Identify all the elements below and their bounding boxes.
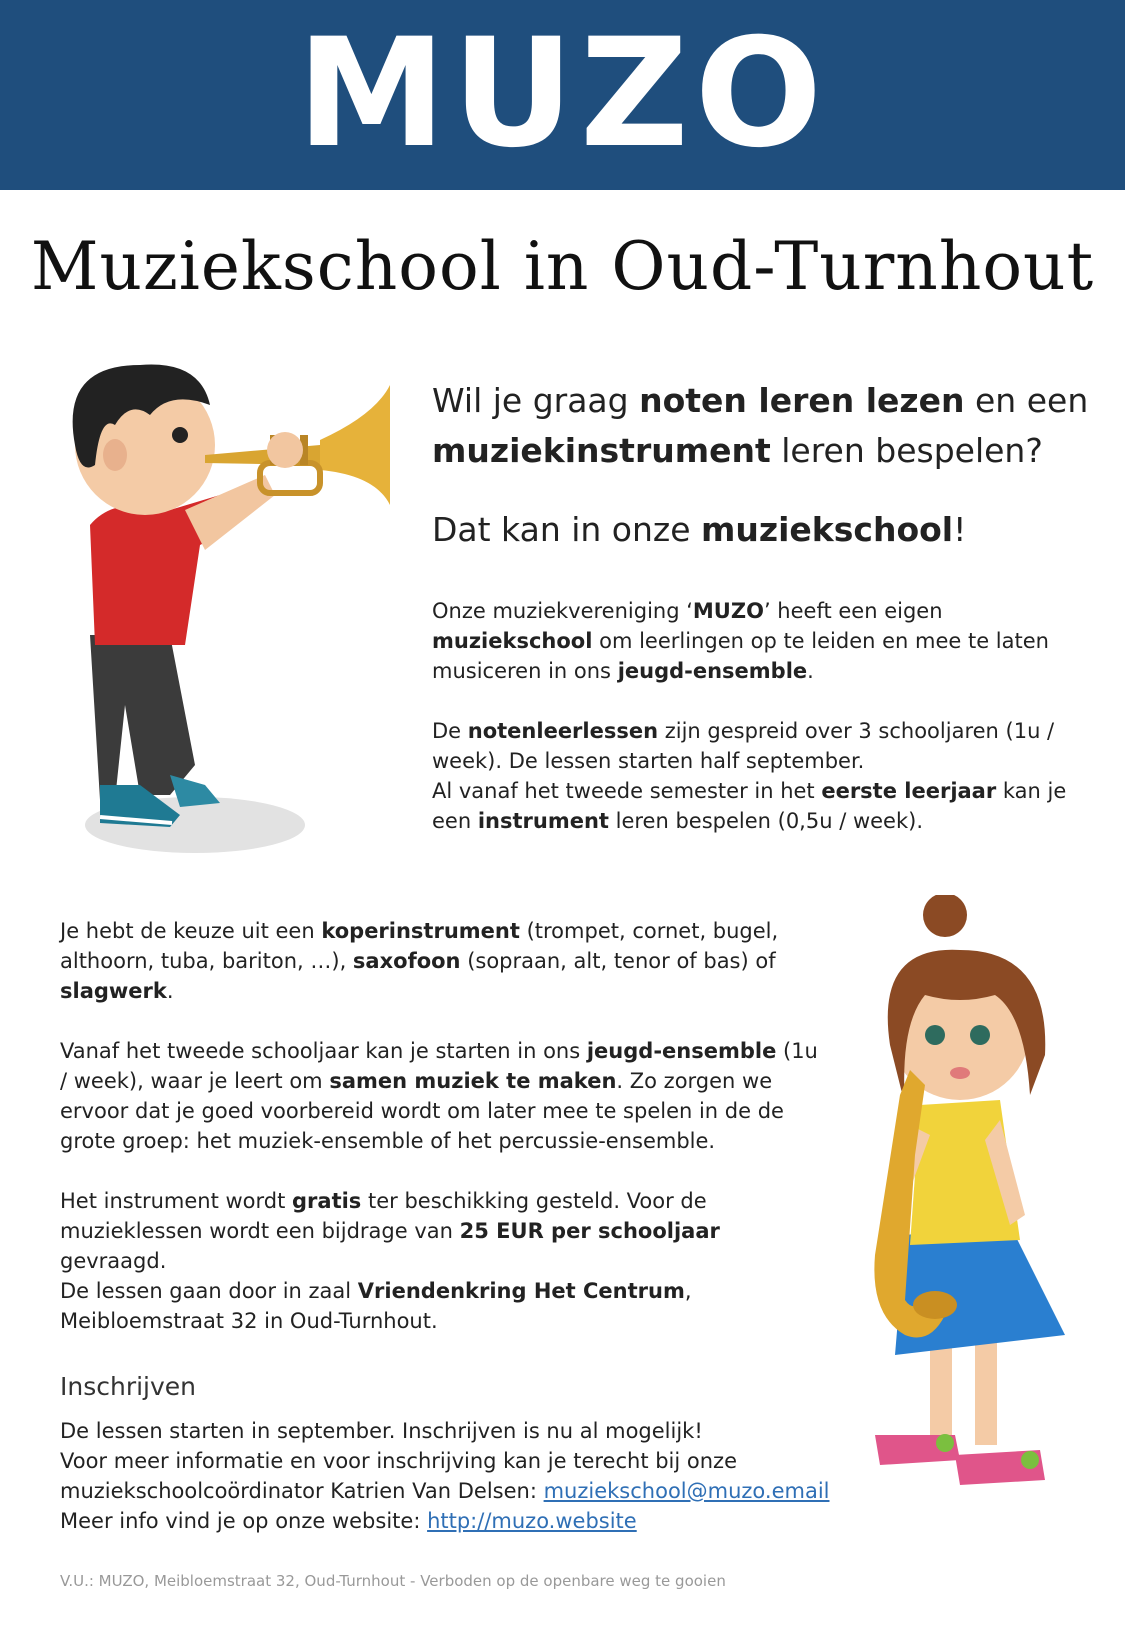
muzo-logo: MUZO: [296, 7, 829, 181]
location-paragraph: De lessen gaan door in zaal Vriendenkring Het Centrum, Meibloemstraat 32 in Oud-Turnhout.: [60, 1279, 692, 1333]
page-title: Muziekschool in Oud-Turnhout: [30, 228, 1095, 305]
intro-paragraph: Onze muziekvereniging ‘MUZO’ heeft een eigen muziekschool om leerlingen op te leiden en mee te laten musiceren in ons jeugd-ensemble.: [432, 599, 1049, 683]
website-link[interactable]: http://muzo.website: [427, 1509, 637, 1533]
girl-saxophone-illustration: [835, 895, 1105, 1515]
footer-disclaimer: V.U.: MUZO, Meibloemstraat 32, Oud-Turnhout - Verboden op de openbare weg te gooien: [60, 1572, 726, 1590]
boy-trumpet-illustration: [20, 345, 410, 855]
email-link[interactable]: muziekschool@muzo.email: [543, 1479, 830, 1503]
lead-question: Wil je graag noten leren lezen en een muziekinstrument leren bespelen?: [432, 381, 1089, 470]
header-banner: [0, 0, 1125, 190]
cost-paragraph: Het instrument wordt gratis ter beschikking gesteld. Voor de muzieklessen wordt een bijdrage van 25 EUR per schooljaar gevraagd.: [60, 1189, 720, 1273]
inschrijven-heading: Inschrijven: [60, 1372, 197, 1401]
inschrijven-paragraph: De lessen starten in september. Inschrijven is nu al mogelijk! Voor meer informatie en voor inschrijving kan je terecht bij onze muziekschoolcoördinator Katrien Van Delsen: muziekschool@muzo.email Meer info vind je op onze website: http://muzo.website: [60, 1419, 830, 1533]
lessons-paragraph: De notenleerlessen zijn gespreid over 3 schooljaren (1u / week). De lessen starten half september. Al vanaf het tweede semester in het eerste leerjaar kan je een instrument leren bespelen (0,5u / week).: [432, 719, 1067, 833]
ensemble-paragraph: Vanaf het tweede schooljaar kan je starten in ons jeugd-ensemble (1u / week), waar je leert om samen muziek te maken. Zo zorgen we ervoor dat je goed voorbereid wordt om later mee te spelen in de de grote groep: het muziek-ensemble of het percussie-ensemble.: [60, 1039, 818, 1153]
instrument-choice-paragraph: Je hebt de keuze uit een koperinstrument (trompet, cornet, bugel, althoorn, tuba, bariton, …), saxofoon (sopraan, alt, tenor of bas) of slagwerk.: [60, 919, 779, 1003]
lead-answer: Dat kan in onze muziekschool!: [432, 510, 967, 549]
